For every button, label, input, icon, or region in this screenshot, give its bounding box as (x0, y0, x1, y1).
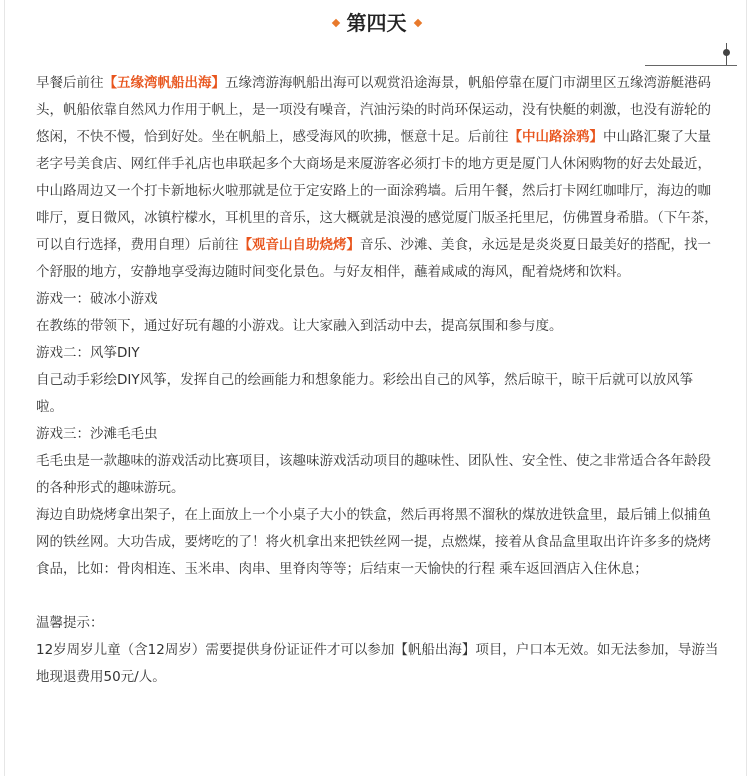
right-diamond-icon (413, 18, 421, 26)
intro-text-2: 五缘湾游海帆船出海可以观赏沿途海景，帆船停靠在厦门市湖里区五缘湾游艇港码头，帆船依靠自然风力作用于帆上，是一项没有噪音，汽油污染的时尚环保运动，没有快艇的刺激，也没有游轮的悠闲，不快不慢，恰到好处。坐在帆船上，感受海风的吹拂，惬意十足。后前往 (36, 75, 711, 145)
intro-paragraph (36, 70, 720, 286)
corner-dot-icon (723, 49, 730, 56)
tips-heading: 温馨提示： (36, 615, 104, 631)
corner-line-horizontal (645, 65, 737, 66)
itinerary-content (36, 70, 720, 691)
game-3-label: 游戏三：沙滩毛毛虫 (36, 426, 158, 442)
game-2-label: 游戏二：风筝DIY (36, 345, 140, 361)
left-diamond-icon (331, 18, 339, 26)
intro-text-3: 中山路汇聚了大量老字号美食店、网红伴手礼店也串联起多个大商场是来厦游客必须打卡的地方更是厦门人休闲购物的好去处最近，中山路周边又一个打卡新地标火啦那就是位于定安路上的一面涂鸦墙。后用午餐，然后打卡网红咖啡厅，海边的咖啡厅，夏日微风，冰镇柠檬水，耳机里的音乐，这大概就是浪漫的感觉厦门版圣托里尼，仿佛置身希腊。（下午茶，可以自行选择，费用自理）后前往 (36, 129, 718, 253)
game-3-desc: 毛毛虫是一款趣味的游戏活动比赛项目，该趣味游戏活动项目的趣味性、团队性、安全性、使之非常适合各年龄段的各种形式的趣味游玩。 (36, 453, 711, 496)
game-2-desc: 自己动手彩绘DIY风筝，发挥自己的绘画能力和想象能力。彩绘出自己的风筝，然后晾干，晾干后就可以放风筝啦。 (36, 372, 694, 415)
highlight-bbq: 【观音山自助烧烤】 (238, 237, 360, 253)
intro-text-1: 早餐后前往 (36, 75, 104, 91)
intro-text-4: 音乐、沙滩、美食，永远是是炎炎夏日最美好的搭配，找一个舒服的地方，安静地享受海边随时间变化景色。与好友相伴，蘸着咸咸的海风，配着烧烤和饮料。 (36, 237, 711, 280)
spacer (36, 583, 720, 610)
highlight-sailing: 【五缘湾帆船出海】 (103, 75, 225, 91)
bbq-paragraph: 海边自助烧烤拿出架子，在上面放上一个小桌子大小的铁盒，然后再将黑不溜秋的煤放进铁盒里，最后铺上似捕鱼网的铁丝网。大功告成，要烤吃的了！将火机拿出来把铁丝网一提，点燃煤，接着从食品盒里取出许许多多的烧烤食品，比如：骨肉相连、玉米串、肉串、里脊肉等等；后结束一天愉快的行程 乘车返回酒店入住休息； (36, 507, 711, 577)
highlight-zhongshan-road: 【中山路涂鸦】 (508, 129, 603, 145)
game-1-label: 游戏一：破冰小游戏 (36, 291, 158, 307)
day-title-text: 第四天 (346, 11, 407, 35)
day-title (0, 8, 753, 38)
tips-body: 12岁周岁儿童（含12周岁）需要提供身份证证件才可以参加【帆船出海】项目，户口本无效。如无法参加，导游当地现退费用50元/人。 (36, 642, 719, 685)
game-1-desc: 在教练的带领下，通过好玩有趣的小游戏。让大家融入到活动中去，提高氛围和参与度。 (36, 318, 563, 334)
